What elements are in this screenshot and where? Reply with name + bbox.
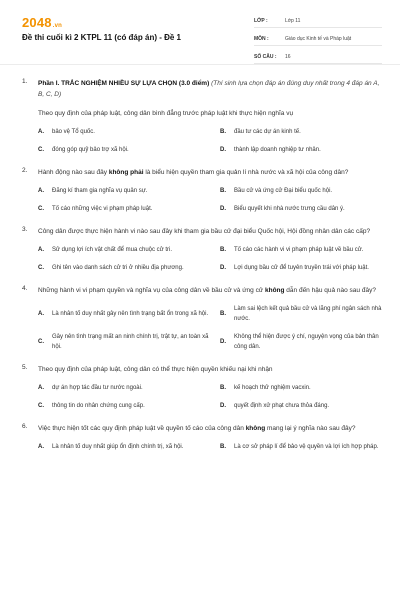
page-header xyxy=(0,0,400,62)
option-text: Lợi dụng bầu cử để tuyên truyền trái với pháp luật. xyxy=(234,265,369,271)
question-text: Theo quy định của pháp luật, công dân có thể thực hiện quyền khiếu nại khi nhận xyxy=(38,366,273,373)
question-3 xyxy=(0,226,400,273)
logo-suffix: .vn xyxy=(52,23,63,29)
meta-subject-value: Giáo dục Kinh tế và Pháp luật xyxy=(285,35,352,42)
option-text: dự án hợp tác đầu tư nước ngoài. xyxy=(52,385,143,391)
option-text: Không thể hiện được ý chí, nguyện vọng của bản thân công dân. xyxy=(234,334,379,350)
option-text: Sử dụng lợi ích vật chất để mua chuộc cử tri. xyxy=(52,247,173,253)
option-letter: C. xyxy=(38,265,44,271)
question-text-pre: Việc thực hiện tốt các quy định pháp luật về quyền tố cáo của công dân xyxy=(38,425,246,432)
logo-text: 2048 xyxy=(22,15,52,30)
question-text-post: là biểu hiện quyền tham gia quản lí nhà nước và xã hội của công dân? xyxy=(143,169,349,176)
meta-count-row xyxy=(254,50,382,64)
option-d[interactable] xyxy=(220,204,392,214)
option-letter: A. xyxy=(38,385,44,391)
meta-subject-row xyxy=(254,32,382,46)
option-a[interactable] xyxy=(38,127,210,137)
option-b[interactable] xyxy=(220,186,392,196)
option-text: Làm sai lệch kết quả bầu cử và lãng phí ngân sách nhà nước. xyxy=(234,306,382,322)
option-b[interactable] xyxy=(220,304,392,324)
site-logo[interactable] xyxy=(22,15,62,30)
option-letter: B. xyxy=(220,311,226,317)
question-text xyxy=(38,167,380,178)
option-b[interactable] xyxy=(220,245,392,255)
option-letter: A. xyxy=(38,129,44,135)
options xyxy=(38,245,380,273)
option-c[interactable] xyxy=(38,263,210,273)
option-text: Đăng kí tham gia nghĩa vụ quân sự. xyxy=(52,188,148,194)
option-text: Biểu quyết khi nhà nước trưng cầu dân ý. xyxy=(234,206,345,212)
question-text-pre: Hành động nào sau đây xyxy=(38,169,109,176)
option-letter: B. xyxy=(220,247,226,253)
option-b[interactable] xyxy=(220,127,392,137)
option-a[interactable] xyxy=(38,245,210,255)
option-letter: C. xyxy=(38,147,44,153)
option-text: đầu tư các dự án kinh tế. xyxy=(234,129,301,135)
option-text: Là cơ sở pháp lí để bảo vệ quyền và lợi ích hợp pháp. xyxy=(234,444,379,450)
option-text: Bầu cử và ứng cử Đại biểu quốc hội. xyxy=(234,188,333,194)
option-a[interactable] xyxy=(38,442,210,452)
option-c[interactable] xyxy=(38,401,210,411)
exam-meta xyxy=(254,14,382,68)
option-d[interactable] xyxy=(220,263,392,273)
part-heading xyxy=(38,78,380,100)
option-b[interactable] xyxy=(220,442,392,452)
options xyxy=(38,186,380,214)
option-c[interactable] xyxy=(38,332,210,352)
meta-count-value: 16 xyxy=(285,53,291,60)
option-c[interactable] xyxy=(38,204,210,214)
option-letter: A. xyxy=(38,188,44,194)
question-5 xyxy=(0,364,400,411)
option-d[interactable] xyxy=(220,401,392,411)
question-list xyxy=(0,78,400,464)
option-text: quyết định xử phạt chưa thỏa đáng. xyxy=(234,403,330,409)
option-text: thông tin do nhân chứng cung cấp. xyxy=(52,403,145,409)
question-number: 4. xyxy=(22,285,28,292)
option-letter: D. xyxy=(220,403,226,409)
option-a[interactable] xyxy=(38,186,210,196)
option-text: Ghi tên vào danh sách cử tri ở nhiều địa phương. xyxy=(52,265,184,271)
question-text: Theo quy định của pháp luật, công dân bình đẳng trước pháp luật khi thực hiện nghĩa vụ xyxy=(38,110,294,117)
question-number: 6. xyxy=(22,423,28,430)
question-text-post: dẫn đến hậu quả nào sau đây? xyxy=(284,287,376,294)
option-letter: A. xyxy=(38,311,44,317)
option-letter: C. xyxy=(38,339,44,345)
option-letter: B. xyxy=(220,385,226,391)
meta-count-key: SỐ CÂU : xyxy=(254,53,277,60)
options xyxy=(38,442,380,452)
question-text: Công dân được thực hiện hành vi nào sau đây khi tham gia bầu cử đại biểu Quốc hội, Hội đồng nhân dân các cấp? xyxy=(38,228,371,235)
option-text: Gây nên tình trạng mất an ninh chính trị, trật tự, an toàn xã hội. xyxy=(52,334,209,350)
question-number: 3. xyxy=(22,226,28,233)
meta-class-key: LỚP : xyxy=(254,17,268,24)
meta-subject-key: MÔN : xyxy=(254,35,269,42)
option-letter: C. xyxy=(38,206,44,212)
option-text: đóng góp quỹ bảo trợ xã hội. xyxy=(52,147,129,153)
option-letter: B. xyxy=(220,129,226,135)
option-c[interactable] xyxy=(38,145,210,155)
option-d[interactable] xyxy=(220,332,392,352)
option-b[interactable] xyxy=(220,383,392,393)
question-number: 5. xyxy=(22,364,28,371)
option-text: Là nhân tố duy nhất giúp ổn định chính trị, xã hội. xyxy=(52,444,184,450)
question-2 xyxy=(0,167,400,214)
option-letter: D. xyxy=(220,265,226,271)
meta-class-row xyxy=(254,14,382,28)
question-text-emphasis: không xyxy=(245,425,266,432)
option-text: kế hoạch thử nghiệm vacxin. xyxy=(234,385,311,391)
option-text: thành lập doanh nghiệp tư nhân. xyxy=(234,147,321,153)
question-text-pre: Những hành vi vi phạm quyền và nghĩa vụ của công dân về bầu cử và ứng cử xyxy=(38,287,265,294)
meta-class-value: Lớp 11 xyxy=(285,17,301,24)
option-a[interactable] xyxy=(38,383,210,393)
option-d[interactable] xyxy=(220,145,392,155)
option-letter: B. xyxy=(220,444,226,450)
option-letter: B. xyxy=(220,188,226,194)
part-title: Phần I. TRẮC NGHIỆM NHIỀU SỰ LỰA CHỌN (3.0 điểm) xyxy=(38,80,210,87)
option-letter: C. xyxy=(38,403,44,409)
question-number: 2. xyxy=(22,167,28,174)
options xyxy=(38,304,380,352)
question-1 xyxy=(0,78,400,155)
question-text-emphasis: không xyxy=(265,287,285,294)
option-text: Là nhân tố duy nhất gây nên tình trạng bất ổn trong xã hội. xyxy=(52,311,209,317)
question-text-emphasis: không phải xyxy=(108,169,144,176)
question-text xyxy=(38,285,380,296)
options xyxy=(38,127,380,155)
option-letter: D. xyxy=(220,339,226,345)
exam-title: Đề thi cuối kì 2 KTPL 11 (có đáp án) - Đề 1 xyxy=(22,33,181,42)
header-divider xyxy=(0,64,400,65)
option-text: Tố cáo những việc vi phạm pháp luật. xyxy=(52,206,153,212)
question-text xyxy=(38,423,380,434)
option-a[interactable] xyxy=(38,304,210,324)
question-text-post: mang lại ý nghĩa nào sau đây? xyxy=(265,425,356,432)
option-letter: A. xyxy=(38,247,44,253)
part-note: (Thí sinh lựa chọn đáp án đúng duy nhất trong 4 đáp án A, B, C, D) xyxy=(38,80,380,98)
option-letter: D. xyxy=(220,206,226,212)
options xyxy=(38,383,380,411)
question-6 xyxy=(0,423,400,452)
question-number: 1. xyxy=(22,78,28,85)
option-letter: D. xyxy=(220,147,226,153)
option-text: bảo vệ Tổ quốc. xyxy=(52,129,95,135)
option-letter: A. xyxy=(38,444,44,450)
question-4 xyxy=(0,285,400,352)
option-text: Tố cáo các hành vi vi phạm pháp luật về bầu cử. xyxy=(234,247,364,253)
